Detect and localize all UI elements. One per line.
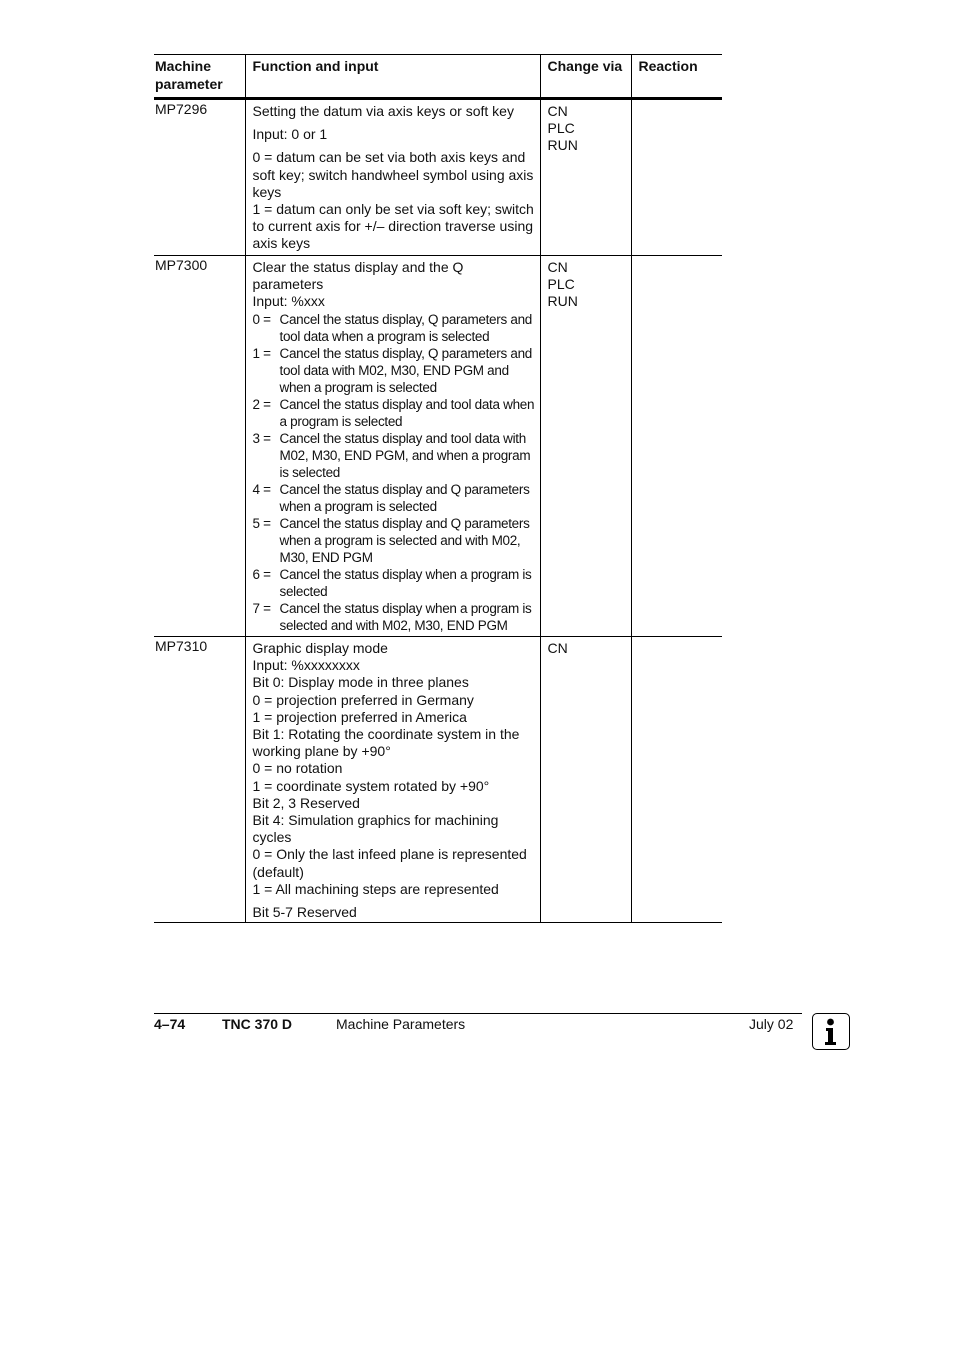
parameter-id: MP7310: [154, 637, 245, 923]
change-mode: CN: [547, 259, 568, 275]
product-name: TNC 370 D: [222, 1016, 293, 1032]
page-number: 4–74: [154, 1016, 186, 1032]
option-item: [253, 515, 536, 566]
header-machine-parameter: Machine parameter: [154, 55, 245, 99]
change-mode: RUN: [547, 293, 578, 309]
parameter-id: MP7300: [154, 256, 245, 637]
function-description: [245, 256, 540, 637]
function-description: [245, 99, 540, 256]
header-reaction: Reaction: [631, 55, 722, 99]
change-mode: PLC: [547, 120, 575, 136]
description-paragraph: Bit 5-7 Reserved: [252, 904, 357, 921]
table-header-row: [154, 55, 722, 99]
change-via: [540, 256, 631, 637]
section-title: Machine Parameters: [336, 1016, 466, 1032]
option-text: Cancel the status display and Q parameters when a program is selected and with M02, M30, END PGM: [279, 515, 530, 565]
option-text: Cancel the status display and Q parameters when a program is selected: [279, 481, 530, 514]
description-paragraph: Clear the status display and the Q parameters Input: %xxx: [252, 259, 464, 310]
option-key: 3 =: [252, 430, 271, 446]
description-paragraph: Graphic display mode Input: %xxxxxxxx Bit 0: Display mode in three planes 0 = projection preferred in Germany 1 = projection preferred in America Bit 1: Rotating the coordinate system in the working plane by +90° 0 = no rotation 1 = coordinate system rotated by +90° Bit 2, 3 Reserved Bit 4: Simulation graphics for machining cycles 0 = Only the last infeed plane is represented (default) 1 = All machining steps are represented: [252, 640, 527, 897]
option-text: Cancel the status display and tool data when a program is selected: [279, 396, 535, 429]
description-paragraph: Input: 0 or 1: [252, 126, 328, 143]
function-description: [245, 637, 540, 923]
change-via: [540, 99, 631, 256]
option-text: Cancel the status display, Q parameters and tool data when a program is selected: [279, 311, 532, 344]
header-change-via: Change via: [540, 55, 631, 99]
parameter-id: MP7296: [154, 99, 245, 256]
table-row: [154, 637, 722, 923]
option-key: 4 =: [252, 481, 271, 497]
option-item: [253, 481, 536, 515]
option-key: 1 =: [252, 345, 271, 361]
option-text: Cancel the status display when a program is selected and with M02, M30, END PGM: [279, 600, 532, 633]
header-function-and-input: Function and input: [245, 55, 540, 99]
option-item: [253, 430, 536, 481]
option-item: [253, 345, 536, 396]
option-key: 0 =: [252, 311, 271, 327]
reaction: [631, 256, 722, 637]
change-mode: RUN: [547, 137, 578, 153]
description-paragraph: Setting the datum via axis keys or soft key: [252, 103, 514, 119]
edition-date: July 02: [749, 1016, 794, 1032]
option-item: [253, 566, 536, 600]
option-key: 6 =: [252, 566, 271, 582]
table-row: [154, 99, 722, 256]
info-icon: [812, 1013, 850, 1050]
footer-divider: [154, 1013, 802, 1014]
option-text: Cancel the status display when a program is selected: [279, 566, 532, 599]
option-key: 5 =: [252, 515, 271, 531]
change-mode: CN: [547, 640, 568, 656]
description-paragraph: 0 = datum can be set via both axis keys and soft key; switch handwheel symbol using axis keys 1 = datum can only be set via soft key; switch to current axis for +/– direction traverse using axis keys: [252, 149, 534, 252]
change-mode: PLC: [547, 276, 575, 292]
reaction: [631, 637, 722, 923]
change-mode: CN: [547, 103, 568, 119]
table-row: [154, 256, 722, 637]
option-key: 7 =: [252, 600, 271, 616]
option-item: [253, 600, 536, 634]
reaction: [631, 99, 722, 256]
change-via: [540, 637, 631, 923]
option-item: [253, 396, 536, 430]
option-key: 2 =: [252, 396, 271, 412]
machine-parameter-table: [154, 54, 722, 923]
option-text: Cancel the status display, Q parameters and tool data with M02, M30, END PGM and when a program is selected: [279, 345, 532, 395]
option-item: [253, 311, 536, 345]
option-text: Cancel the status display and tool data with M02, M30, END PGM, and when a program is selected: [279, 430, 531, 480]
